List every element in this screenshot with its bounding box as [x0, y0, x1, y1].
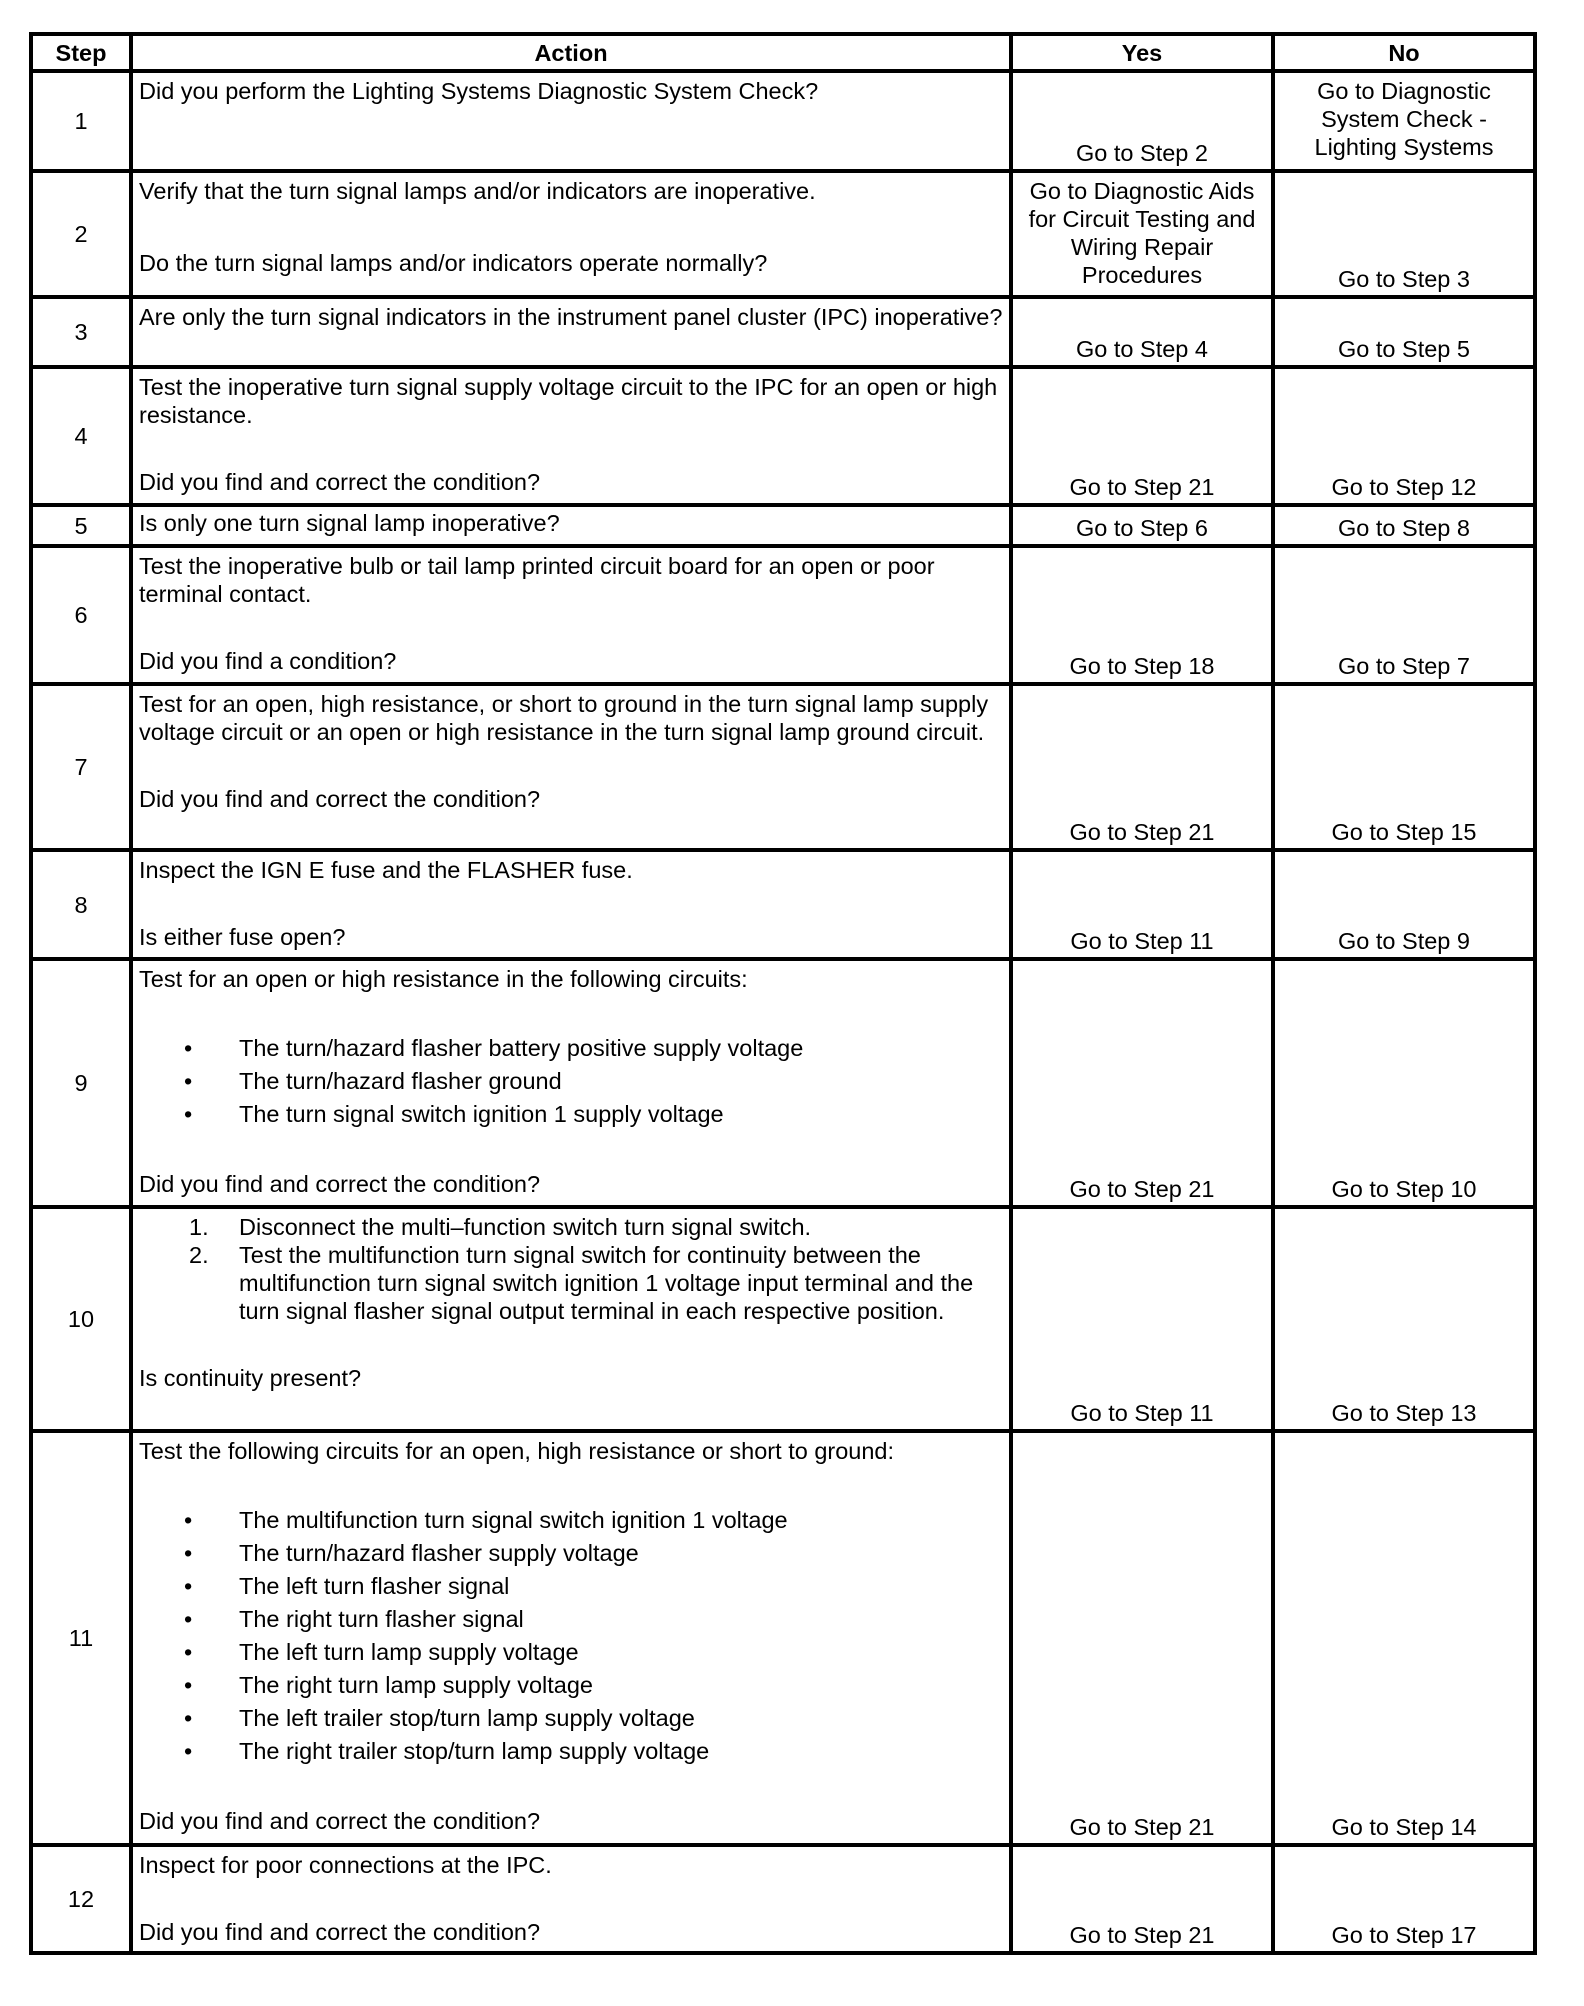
table-row [31, 959, 1535, 1207]
action-question: Did you find a condition? [139, 648, 397, 674]
step-number: 10 [31, 1207, 131, 1431]
action-question: Did you find and correct the condition? [139, 1919, 541, 1945]
table-row [31, 850, 1535, 959]
yes-cell: Go to Step 4 [1011, 297, 1273, 367]
action-question: Do the turn signal lamps and/or indicators operate normally? [139, 250, 768, 276]
action-text: Verify that the turn signal lamps and/or indicators are inoperative. [139, 178, 816, 204]
list-item: • The turn/hazard flasher ground [184, 1068, 562, 1094]
table-row [31, 1845, 1535, 1953]
step-number: 8 [31, 850, 131, 959]
no-cell: Go to Diagnostic System Check - Lighting Systems [1273, 71, 1535, 171]
action-text: Test for an open, high resistance, or short to ground in the turn signal lamp supply voltage circuit or an open or high resistance in the turn signal lamp ground circuit. [139, 691, 989, 745]
step-number: 6 [31, 546, 131, 684]
action-text: Inspect the IGN E fuse and the FLASHER fuse. [139, 857, 633, 883]
table-row [31, 1431, 1535, 1845]
diagnostic-table [29, 32, 1537, 1955]
list-item: • The right turn lamp supply voltage [184, 1672, 593, 1698]
action-cell [131, 71, 1011, 171]
circuit-list [139, 1032, 1003, 1131]
action-cell [131, 546, 1011, 684]
step-number: 9 [31, 959, 131, 1207]
header-action: Action [131, 34, 1011, 71]
list-item: • The turn/hazard flasher battery positive supply voltage [184, 1035, 804, 1061]
step-number: 1 [31, 71, 131, 171]
list-item: • The right turn flasher signal [184, 1606, 524, 1632]
action-question: Is continuity present? [139, 1365, 362, 1391]
no-cell: Go to Step 14 [1273, 1431, 1535, 1845]
procedure-list [139, 1213, 1003, 1325]
list-item: • The turn/hazard flasher supply voltage [184, 1540, 639, 1566]
action-text: Test for an open or high resistance in the following circuits: [139, 966, 748, 992]
step-number: 3 [31, 297, 131, 367]
list-item: • The left trailer stop/turn lamp supply voltage [184, 1705, 695, 1731]
no-cell: Go to Step 5 [1273, 297, 1535, 367]
list-item: 1. Disconnect the multi–function switch turn signal switch. [189, 1214, 812, 1240]
yes-cell: Go to Step 2 [1011, 71, 1273, 171]
action-cell [131, 297, 1011, 367]
no-cell: Go to Step 3 [1273, 171, 1535, 297]
no-cell: Go to Step 13 [1273, 1207, 1535, 1431]
step-number: 12 [31, 1845, 131, 1953]
action-text: Test the following circuits for an open, high resistance or short to ground: [139, 1438, 895, 1464]
yes-cell: Go to Step 11 [1011, 850, 1273, 959]
action-text: Inspect for poor connections at the IPC. [139, 1852, 552, 1878]
table-row [31, 71, 1535, 171]
no-cell: Go to Step 7 [1273, 546, 1535, 684]
yes-cell: Go to Step 21 [1011, 1845, 1273, 1953]
header-row [31, 34, 1535, 71]
no-cell: Go to Step 15 [1273, 684, 1535, 850]
table-row [31, 684, 1535, 850]
step-number: 11 [31, 1431, 131, 1845]
yes-cell: Go to Step 21 [1011, 959, 1273, 1207]
no-cell: Go to Step 12 [1273, 367, 1535, 505]
action-question: Did you find and correct the condition? [139, 469, 541, 495]
header-yes: Yes [1011, 34, 1273, 71]
step-number: 7 [31, 684, 131, 850]
action-cell [131, 505, 1011, 546]
action-text: Did you perform the Lighting Systems Diagnostic System Check? [139, 78, 819, 104]
action-cell [131, 171, 1011, 297]
table-row [31, 367, 1535, 505]
yes-cell: Go to Step 6 [1011, 505, 1273, 546]
no-cell: Go to Step 8 [1273, 505, 1535, 546]
step-number: 5 [31, 505, 131, 546]
yes-cell: Go to Step 11 [1011, 1207, 1273, 1431]
list-item: • The right trailer stop/turn lamp supply voltage [184, 1738, 710, 1764]
list-item: • The left turn flasher signal [184, 1573, 510, 1599]
list-item: • The left turn lamp supply voltage [184, 1639, 579, 1665]
yes-cell: Go to Step 21 [1011, 367, 1273, 505]
action-cell [131, 959, 1011, 1207]
step-number: 2 [31, 171, 131, 297]
table-row [31, 1207, 1535, 1431]
action-text: Are only the turn signal indicators in the instrument panel cluster (IPC) inoperative? [139, 304, 1003, 330]
list-item: • The multifunction turn signal switch ignition 1 voltage [184, 1507, 788, 1533]
table-row [31, 505, 1535, 546]
no-cell: Go to Step 9 [1273, 850, 1535, 959]
yes-cell: Go to Step 21 [1011, 1431, 1273, 1845]
action-text: Is only one turn signal lamp inoperative? [139, 510, 560, 536]
action-cell [131, 684, 1011, 850]
action-cell [131, 850, 1011, 959]
no-cell: Go to Step 17 [1273, 1845, 1535, 1953]
action-cell [131, 367, 1011, 505]
action-cell [131, 1207, 1011, 1431]
circuit-list [139, 1504, 1003, 1768]
action-question: Did you find and correct the condition? [139, 786, 541, 812]
action-text: Test the inoperative bulb or tail lamp printed circuit board for an open or poor terminal contact. [139, 553, 935, 607]
no-cell: Go to Step 10 [1273, 959, 1535, 1207]
action-cell [131, 1845, 1011, 1953]
table-row [31, 297, 1535, 367]
yes-cell: Go to Diagnostic Aids for Circuit Testing and Wiring Repair Procedures [1011, 171, 1273, 297]
header-no: No [1273, 34, 1535, 71]
list-item: 2. Test the multifunction turn signal switch for continuity between the multifunction turn signal switch ignition 1 voltage input terminal and the turn signal flasher signal output terminal in each respective position. [189, 1242, 974, 1324]
yes-cell: Go to Step 21 [1011, 684, 1273, 850]
header-step: Step [31, 34, 131, 71]
yes-cell: Go to Step 18 [1011, 546, 1273, 684]
table-row [31, 171, 1535, 297]
list-item: • The turn signal switch ignition 1 supply voltage [184, 1101, 724, 1127]
step-number: 4 [31, 367, 131, 505]
action-text: Test the inoperative turn signal supply voltage circuit to the IPC for an open or high resistance. [139, 374, 998, 428]
table-row [31, 546, 1535, 684]
action-cell [131, 1431, 1011, 1845]
action-question: Did you find and correct the condition? [139, 1171, 541, 1197]
action-question: Did you find and correct the condition? [139, 1808, 541, 1834]
action-question: Is either fuse open? [139, 924, 346, 950]
